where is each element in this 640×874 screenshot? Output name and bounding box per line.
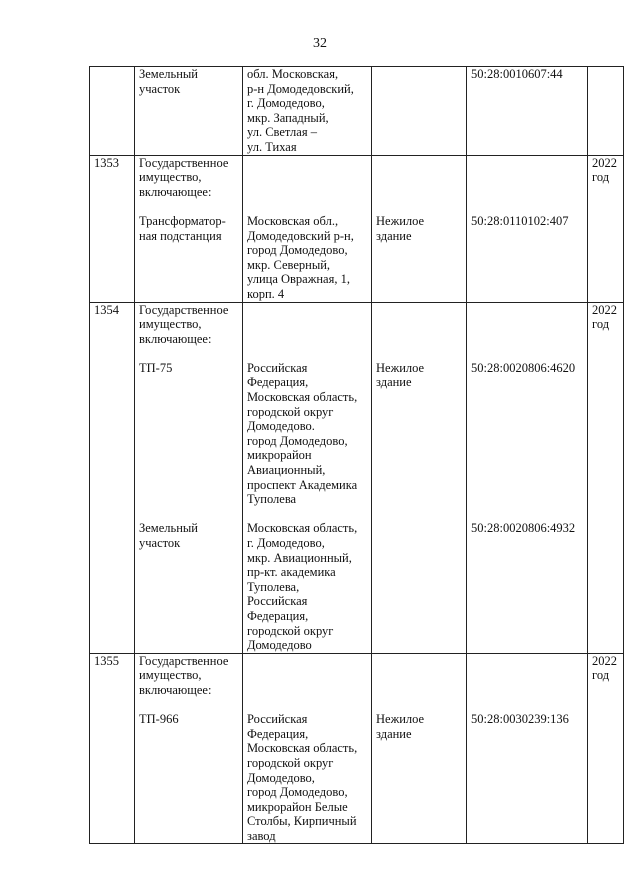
object-type-cell [372, 155, 467, 302]
object-name: Земельный участок [139, 521, 198, 550]
object-type: Нежилое здание [376, 213, 425, 243]
row-number-cell: 1355 [90, 653, 135, 844]
page-number: 32 [313, 36, 327, 51]
object-name-cell: Земельный участок [135, 67, 243, 156]
address: Московская область, г. Домодедово, мкр. Авиационный, пр-кт. академика Туполева, Российская Федерация, городской округ Домодедово [247, 521, 358, 653]
object-type: Нежилое здание [376, 360, 425, 390]
address-cell [243, 653, 372, 844]
cadastral-number-cell [467, 653, 588, 844]
object-type-cell [372, 302, 467, 653]
group-header: Государственное имущество, включающее: [139, 653, 229, 697]
object-type: Нежилое здание [376, 712, 425, 741]
object-name: ТП-966 [139, 712, 179, 727]
cadastral-number-cell [467, 155, 588, 302]
property-table [89, 66, 624, 844]
address-cell: обл. Московская, р-н Домодедовский, г. Домодедово, мкр. Западный, ул. Светлая – ул. Тихая [243, 67, 372, 156]
cadastral-number: 50:28:0020806:4620 [471, 360, 576, 375]
address: Московская обл., Домодедовский р-н, город Домодедово, мкр. Северный, улица Овражная, 1, корп. 4 [247, 213, 354, 301]
group-header: Государственное имущество, включающее: [139, 155, 229, 199]
year-cell: 2022 год [588, 653, 624, 844]
row-number-cell: 1354 [90, 302, 135, 653]
address-cell [243, 155, 372, 302]
table-row [90, 67, 624, 156]
row-number-cell [90, 67, 135, 156]
cadastral-number: 50:28:0020806:4932 [471, 521, 576, 536]
object-name-cell [135, 653, 243, 844]
cadastral-number: 50:28:0110102:407 [471, 213, 569, 228]
cadastral-number-cell: 50:28:0010607:44 [467, 67, 588, 156]
year-cell: 2022 год [588, 155, 624, 302]
object-type-cell [372, 67, 467, 156]
cadastral-number-cell [467, 302, 588, 653]
row-number-cell: 1353 [90, 155, 135, 302]
address-cell [243, 302, 372, 653]
object-type-cell [372, 653, 467, 844]
object-name-cell [135, 302, 243, 653]
year-cell: 2022 год [588, 302, 624, 653]
address: Российская Федерация, Московская область, городской округ Домодедово. город Домодедово, микрорайон Авиационный, проспект Академика Туполева [247, 360, 358, 507]
object-name: ТП-75 [139, 360, 173, 375]
year-cell [588, 67, 624, 156]
cadastral-number: 50:28:0030239:136 [471, 712, 569, 727]
table-row [90, 155, 624, 302]
table-row [90, 302, 624, 653]
group-header: Государственное имущество, включающее: [139, 302, 229, 346]
address: Российская Федерация, Московская область, городской округ Домодедово, город Домодедово, микрорайон Белые Столбы, Кирпичный завод [247, 712, 358, 843]
table-row [90, 653, 624, 844]
object-name: Трансформатор- ная подстанция [139, 213, 226, 243]
object-name-cell [135, 155, 243, 302]
